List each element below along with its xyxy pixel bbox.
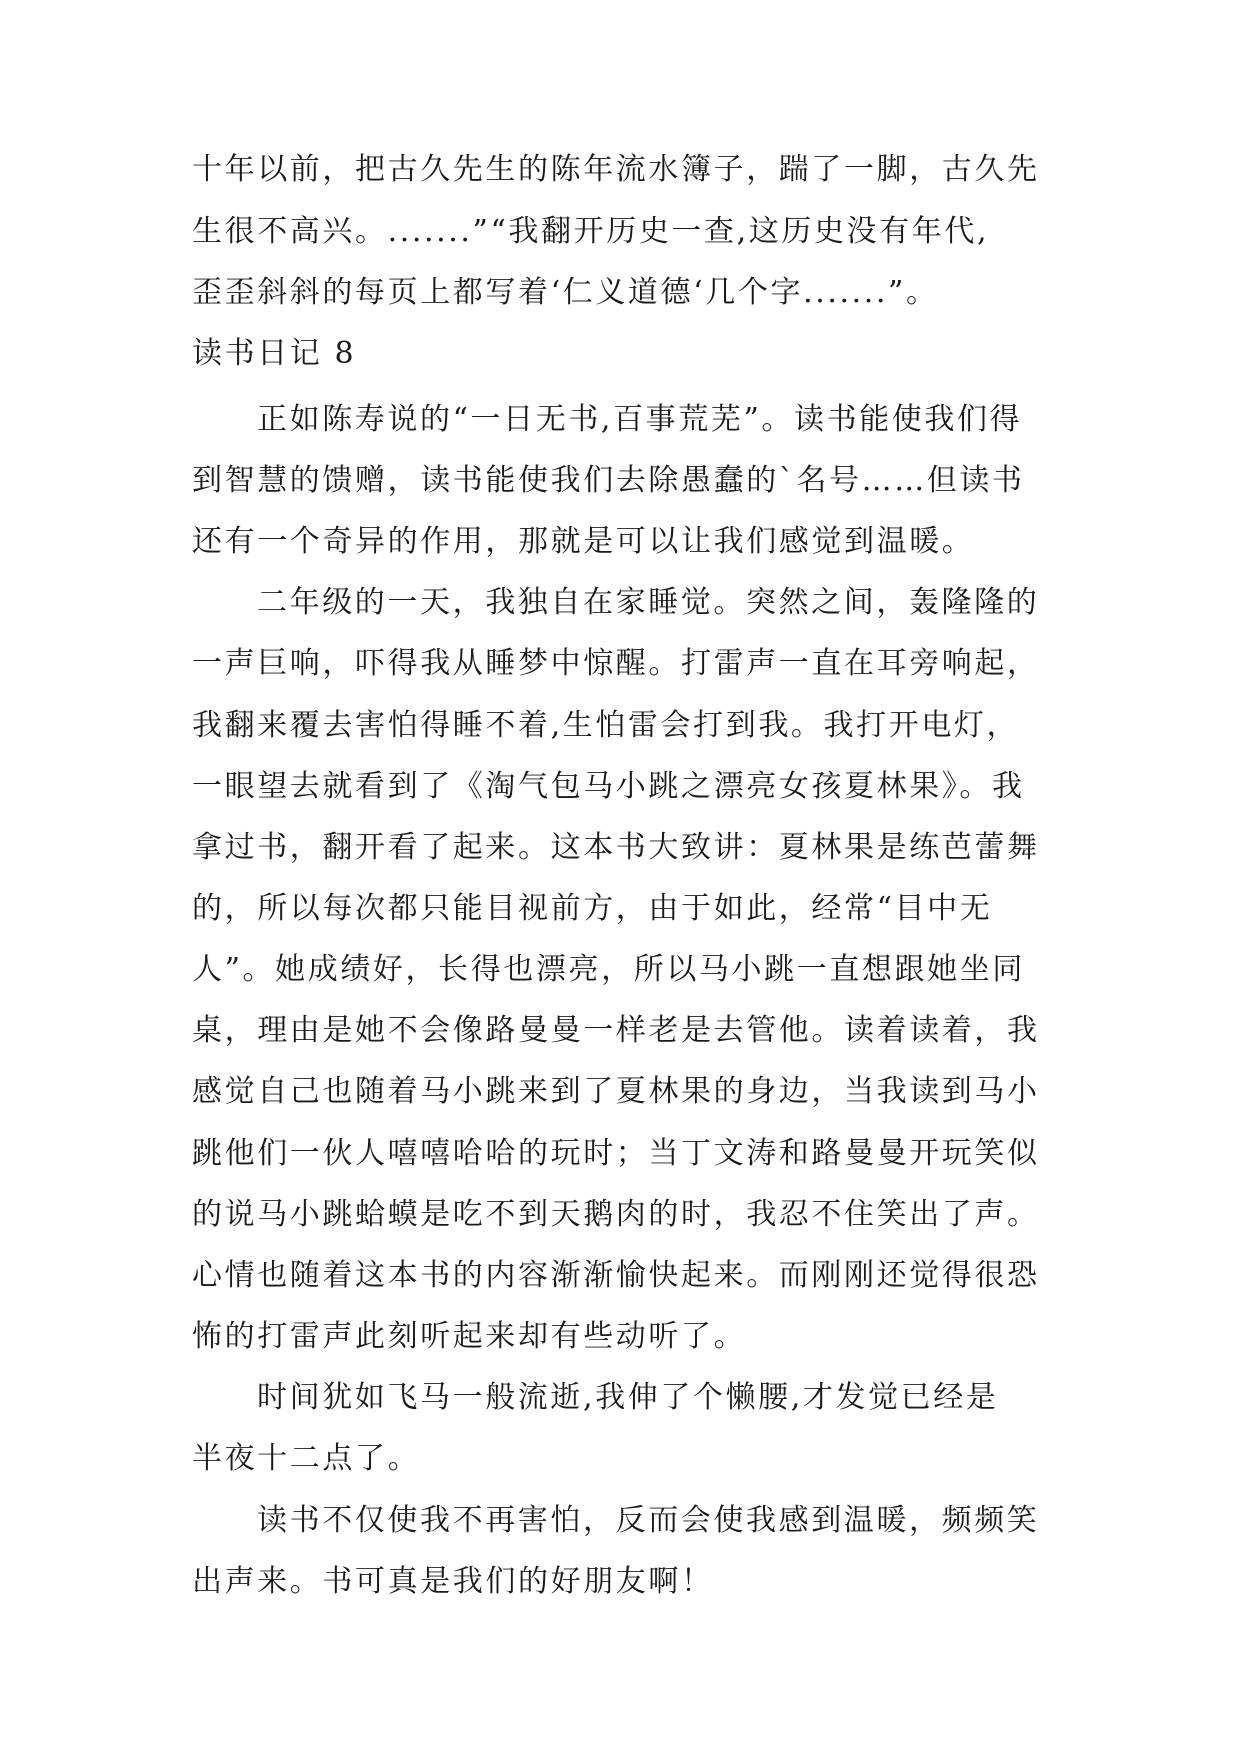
section-heading: 读书日记 8 [192, 336, 357, 371]
text-line: 歪歪斜斜的每页上都写着‘仁义道德‘几个字.......”。 [192, 275, 939, 310]
text-line: 感觉自己也随着马小跳来到了夏林果的身边，当我读到马小 [192, 1074, 1040, 1109]
text-line: 的说马小跳蛤蟆是吃不到天鹅肉的时，我忍不住笑出了声。 [192, 1197, 1040, 1232]
text-line: 生很不高兴。.......”“我翻开历史一查,这历史没有年代, [192, 214, 990, 249]
text-line: 我翻来覆去害怕得睡不着,生怕雷会打到我。我打开电灯， [192, 708, 1020, 743]
text-line: 人”。她成绩好，长得也漂亮，所以马小跳一直想跟她坐同 [192, 952, 1025, 987]
text-line: 怖的打雷声此刻听起来却有些动听了。 [192, 1319, 747, 1354]
text-line: 还有一个奇异的作用，那就是可以让我们感觉到温暖。 [192, 524, 975, 559]
text-line: 正如陈寿说的“一日无书,百事荒芜”。读书能使我们得 [257, 402, 1023, 437]
text-line: 到智慧的馈赠，读书能使我们去除愚蠢的`名号……但读书 [192, 463, 1025, 498]
text-line: 一眼望去就看到了《淘气包马小跳之漂亮女孩夏林果》。我 [192, 769, 1025, 804]
text-line: 十年以前，把古久先生的陈年流水簿子，踹了一脚，古久先 [192, 152, 1040, 187]
text-line: 一声巨响，吓得我从睡梦中惊醒。打雷声一直在耳旁响起， [192, 646, 1040, 681]
text-line: 出声来。书可真是我们的好朋友啊！ [192, 1564, 714, 1599]
text-line: 的，所以每次都只能目视前方，由于如此，经常“目中无 [192, 891, 993, 926]
text-line: 半夜十二点了。 [192, 1441, 421, 1476]
text-line: 时间犹如飞马一般流逝,我伸了个懒腰,才发觉已经是 [257, 1380, 999, 1415]
text-line: 跳他们一伙人嘻嘻哈哈的玩时；当丁文涛和路曼曼开玩笑似 [192, 1136, 1040, 1171]
text-line: 二年级的一天，我独自在家睡觉。突然之间，轰隆隆的 [257, 585, 1040, 620]
text-line: 心情也随着这本书的内容渐渐愉快起来。而刚刚还觉得很恐 [192, 1258, 1040, 1293]
text-line: 桌，理由是她不会像路曼曼一样老是去管他。读着读着，我 [192, 1013, 1040, 1048]
text-line: 读书不仅使我不再害怕，反而会使我感到温暖，频频笑 [257, 1503, 1040, 1538]
text-line: 拿过书，翻开看了起来。这本书大致讲：夏林果是练芭蕾舞 [192, 830, 1040, 865]
